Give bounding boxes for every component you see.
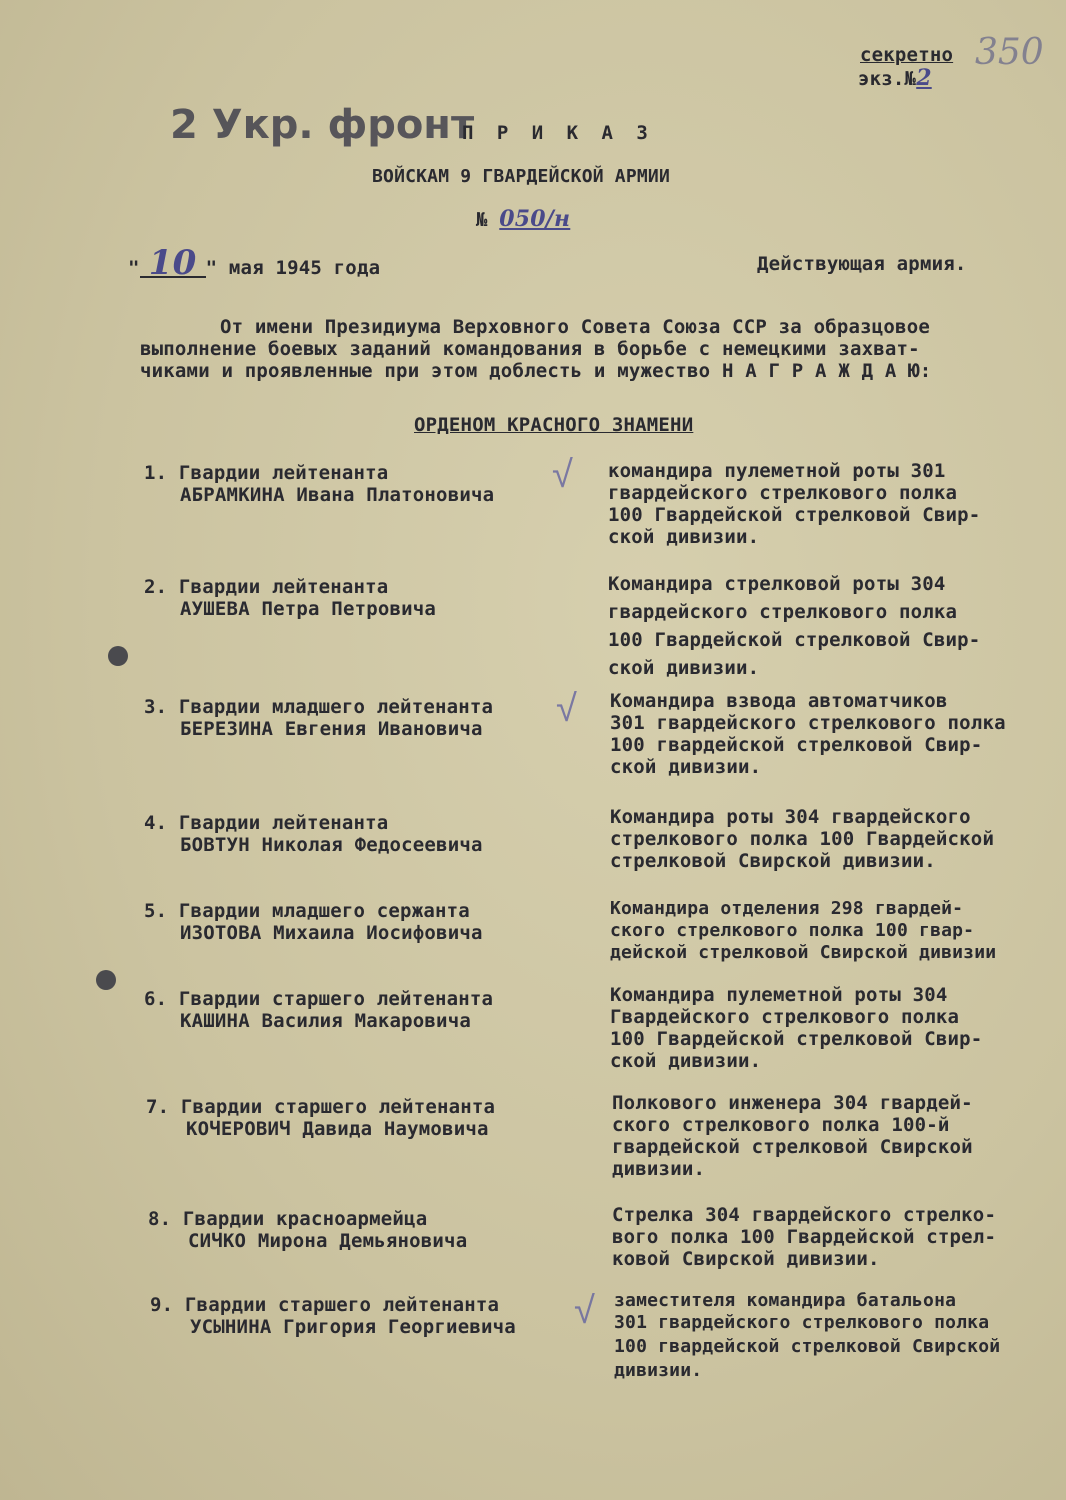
secret-label: секретно (860, 44, 954, 66)
entry-rank: 1. Гвардии лейтенанта (144, 462, 389, 484)
entry-3-recipient (144, 696, 574, 740)
entry-6-position (610, 984, 1060, 1072)
order-number (476, 206, 570, 232)
position-line: Гвардейского стрелкового полка (610, 1006, 960, 1028)
entry-name: ИЗОТОВА Михаила Иосифовича (180, 922, 483, 944)
entry-rank: 9. Гвардии старшего лейтенанта (150, 1294, 500, 1316)
position-line: 100 Гвардейской стрелковой Свир- (610, 1028, 983, 1050)
entry-name: АБРАМКИНА Ивана Платоновича (180, 484, 495, 506)
date-open-quote: " (128, 257, 140, 279)
position-line: ского стрелкового полка 100-й (612, 1114, 950, 1136)
entry-8-recipient (148, 1208, 578, 1252)
position-line: Командира роты 304 гвардейского (610, 806, 971, 828)
position-line: 100 гвардейской стрелковой Свир- (610, 734, 983, 756)
entry-rank: 7. Гвардии старшего лейтенанта (146, 1096, 496, 1118)
position-line: Командира пулеметной роты 304 (610, 984, 948, 1006)
entry-3-position (610, 690, 1060, 778)
position-line: ской дивизии. (610, 756, 762, 778)
date-rest: " мая 1945 года (205, 257, 381, 279)
position-line: 100 Гвардейской стрелковой Свир- (608, 629, 981, 651)
entry-5-position (610, 898, 1062, 964)
position-line: ковой Свирской дивизии. (612, 1248, 880, 1270)
position-line: вого полка 100 Гвардейской стрел- (612, 1226, 997, 1248)
entry-name: СИЧКО Мирона Демьяновича (188, 1230, 468, 1252)
entry-9-recipient (150, 1294, 580, 1338)
entry-rank: 8. Гвардии красноармейца (148, 1208, 428, 1230)
entry-rank: 6. Гвардии старшего лейтенанта (144, 988, 494, 1010)
entry-name: КАШИНА Василия Макаровича (180, 1010, 471, 1032)
preamble-line: выполнение боевых заданий командования в борьбе с немецкими захват- (140, 338, 920, 360)
preamble-line: От имени Президиума Верховного Совета Союза ССР за образцовое (220, 316, 930, 338)
preamble-line: чиками и проявленные при этом доблесть и мужество Н А Г Р А Ж Д А Ю: (140, 360, 932, 382)
entry-rank: 3. Гвардии младшего лейтенанта (144, 696, 494, 718)
position-line: Командира отделения 298 гвардей- (610, 898, 964, 919)
position-line: дивизии. (612, 1158, 706, 1180)
position-line: гвардейского стрелкового полка (608, 482, 958, 504)
punch-hole-top (108, 646, 128, 666)
position-line: Стрелка 304 гвардейского стрелко- (612, 1204, 997, 1226)
entry-name: АУШЕВА Петра Петровича (180, 598, 437, 620)
position-line: ской дивизии. (608, 657, 760, 679)
entry-name: БОВТУН Николая Федосеевича (180, 834, 483, 856)
copy-number-handwritten: 2 (916, 65, 932, 91)
entry-6-recipient (144, 988, 574, 1032)
entry-2-position (608, 570, 1058, 682)
entry-7-position (612, 1092, 1062, 1180)
entry-2-recipient (144, 576, 574, 620)
entry-rank: 5. Гвардии младшего сержанта (144, 900, 470, 922)
copy-label: экз.№ (858, 68, 917, 90)
entry-9-position (614, 1290, 1064, 1382)
position-line: стрелкового полка 100 Гвардейской (610, 828, 995, 850)
sheet-number-handwritten: 350 (975, 32, 1044, 73)
copy-number (858, 65, 932, 91)
position-line: гвардейской стрелковой Свирской (612, 1136, 973, 1158)
entry-rank: 4. Гвардии лейтенанта (144, 812, 389, 834)
front-stamp: 2 Укр. фронт (170, 102, 475, 148)
position-line: ского стрелкового полка 100 гвар- (610, 920, 975, 941)
order-number-handwritten: 050/н (499, 206, 571, 232)
position-line: 100 гвардейской стрелковой Свирской (614, 1336, 1001, 1357)
position-line: Командира взвода автоматчиков (610, 690, 948, 712)
position-line: ской дивизии. (610, 1050, 762, 1072)
place-label: Действующая армия. (757, 253, 967, 275)
position-line: заместителя командира батальона (614, 1290, 957, 1311)
position-line: командира пулеметной роты 301 (608, 460, 946, 482)
entry-rank: 2. Гвардии лейтенанта (144, 576, 389, 598)
section-heading: ОРДЕНОМ КРАСНОГО ЗНАМЕНИ (414, 414, 694, 436)
date-day-handwritten: 10 (140, 250, 206, 278)
entry-7-recipient (146, 1096, 576, 1140)
position-line: Командира стрелковой роты 304 (608, 573, 946, 595)
entry-name: КОЧЕРОВИЧ Давида Наумовича (186, 1118, 489, 1140)
entry-name: БЕРЕЗИНА Евгения Ивановича (180, 718, 483, 740)
position-line: ской дивизии. (608, 526, 760, 548)
order-number-label: № (476, 209, 488, 231)
position-line: дейской стрелковой Свирской дивизии (610, 942, 997, 963)
position-line: дивизии. (614, 1360, 703, 1381)
check-mark-1: √ (552, 452, 573, 496)
entry-5-recipient (144, 900, 574, 944)
entry-name: УСЫНИНА Григория Георгиевича (190, 1316, 516, 1338)
check-mark-9: √ (574, 1288, 595, 1332)
order-date (128, 243, 381, 283)
punch-hole-bottom (96, 970, 116, 990)
position-line: гвардейского стрелкового полка (608, 601, 958, 623)
check-mark-3: √ (556, 686, 577, 730)
document-subtitle: ВОЙСКАМ 9 ГВАРДЕЙСКОЙ АРМИИ (372, 166, 670, 187)
entry-1-position (608, 460, 1058, 548)
position-line: Полкового инженера 304 гвардей- (612, 1092, 973, 1114)
position-line: 301 гвардейского стрелкового полка (614, 1312, 990, 1333)
document-title: П Р И К А З (462, 122, 654, 144)
entry-4-recipient (144, 812, 574, 856)
entry-8-position (612, 1204, 1062, 1270)
preamble (140, 316, 931, 382)
position-line: 301 гвардейского стрелкового полка (610, 712, 1006, 734)
position-line: 100 Гвардейской стрелковой Свир- (608, 504, 981, 526)
position-line: стрелковой Свирской дивизии. (610, 850, 936, 872)
entry-1-recipient (144, 462, 574, 506)
entry-4-position (610, 806, 1060, 872)
